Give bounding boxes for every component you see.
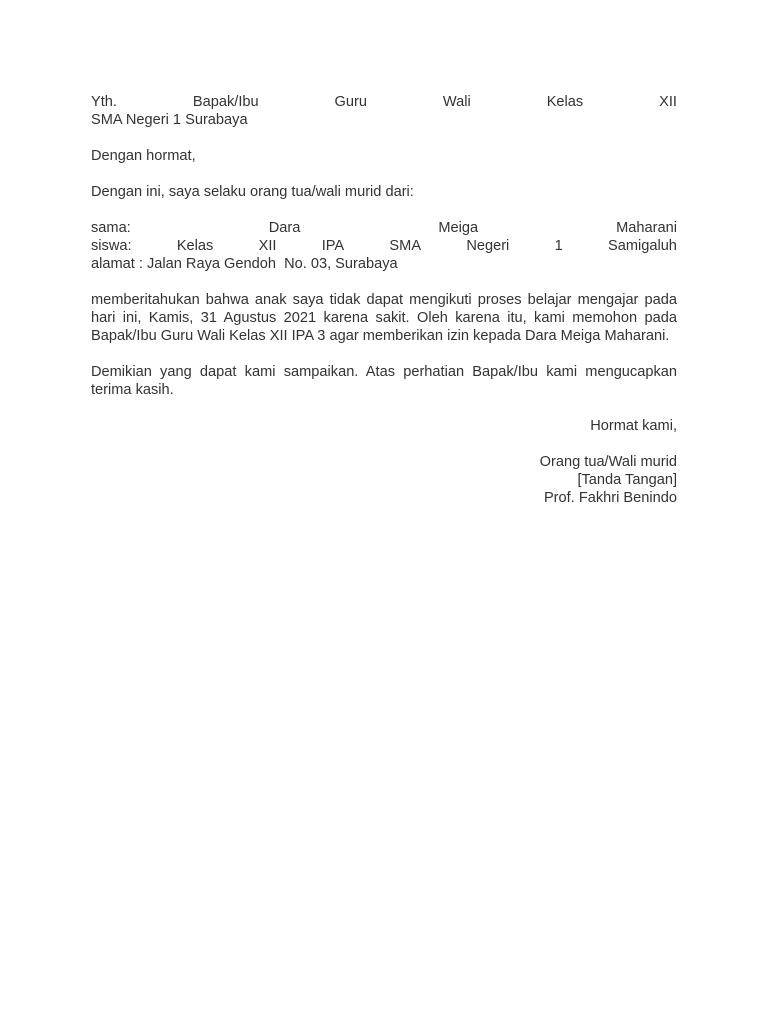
letter-page (91, 93, 677, 507)
student-class-word: SMA (389, 238, 422, 254)
recipient-word: Guru (334, 94, 367, 110)
recipient-school: SMA Negeri 1 Surabaya (91, 112, 248, 128)
recipient-word: Wali (442, 94, 471, 110)
student-class-word: Negeri (466, 238, 510, 254)
recipient-line-1 (91, 93, 677, 111)
student-name-word: Maharani (616, 220, 677, 236)
regards-text: Hormat kami, (590, 418, 677, 434)
greeting: Dengan hormat, (91, 148, 196, 164)
body-paragraph: memberitahukan bahwa anak saya tidak dapat mengikuti proses belajar mengajar pada hari ini, Kamis, 31 Agustus 2021 karena sakit. Oleh karena itu, kami memohon pada Bapak/Ibu Guru Wali Kelas XII IPA 3 agar memberikan izin kepada Dara Meiga Maharani. (91, 292, 677, 344)
student-name-word: Meiga (438, 220, 479, 236)
student-class-line (91, 237, 677, 255)
intro-text: Dengan ini, saya selaku orang tua/wali murid dari: (91, 184, 414, 200)
student-name-word: Dara (268, 220, 301, 236)
signer-role: Orang tua/Wali murid (539, 454, 677, 470)
student-class-word: siswa: (91, 238, 132, 254)
recipient-word: XII (659, 94, 677, 110)
student-class-word: IPA (321, 238, 345, 254)
signature-placeholder: [Tanda Tangan] (577, 472, 677, 488)
closing-paragraph: Demikian yang dapat kami sampaikan. Atas perhatian Bapak/Ibu kami mengucapkan terima kasih. (91, 364, 677, 398)
student-class-word: Kelas (176, 238, 214, 254)
signer-name: Prof. Fakhri Benindo (543, 490, 677, 506)
student-address: alamat : Jalan Raya Gendoh No. 03, Surabaya (91, 256, 398, 272)
student-class-word: Samigaluh (607, 238, 677, 254)
student-class-word: XII (258, 238, 277, 254)
student-name-word: sama: (91, 220, 131, 236)
recipient-word: Kelas (546, 94, 584, 110)
student-class-word: 1 (554, 238, 563, 254)
student-name-line (91, 219, 677, 237)
recipient-word: Yth. (91, 94, 117, 110)
recipient-word: Bapak/Ibu (192, 94, 259, 110)
